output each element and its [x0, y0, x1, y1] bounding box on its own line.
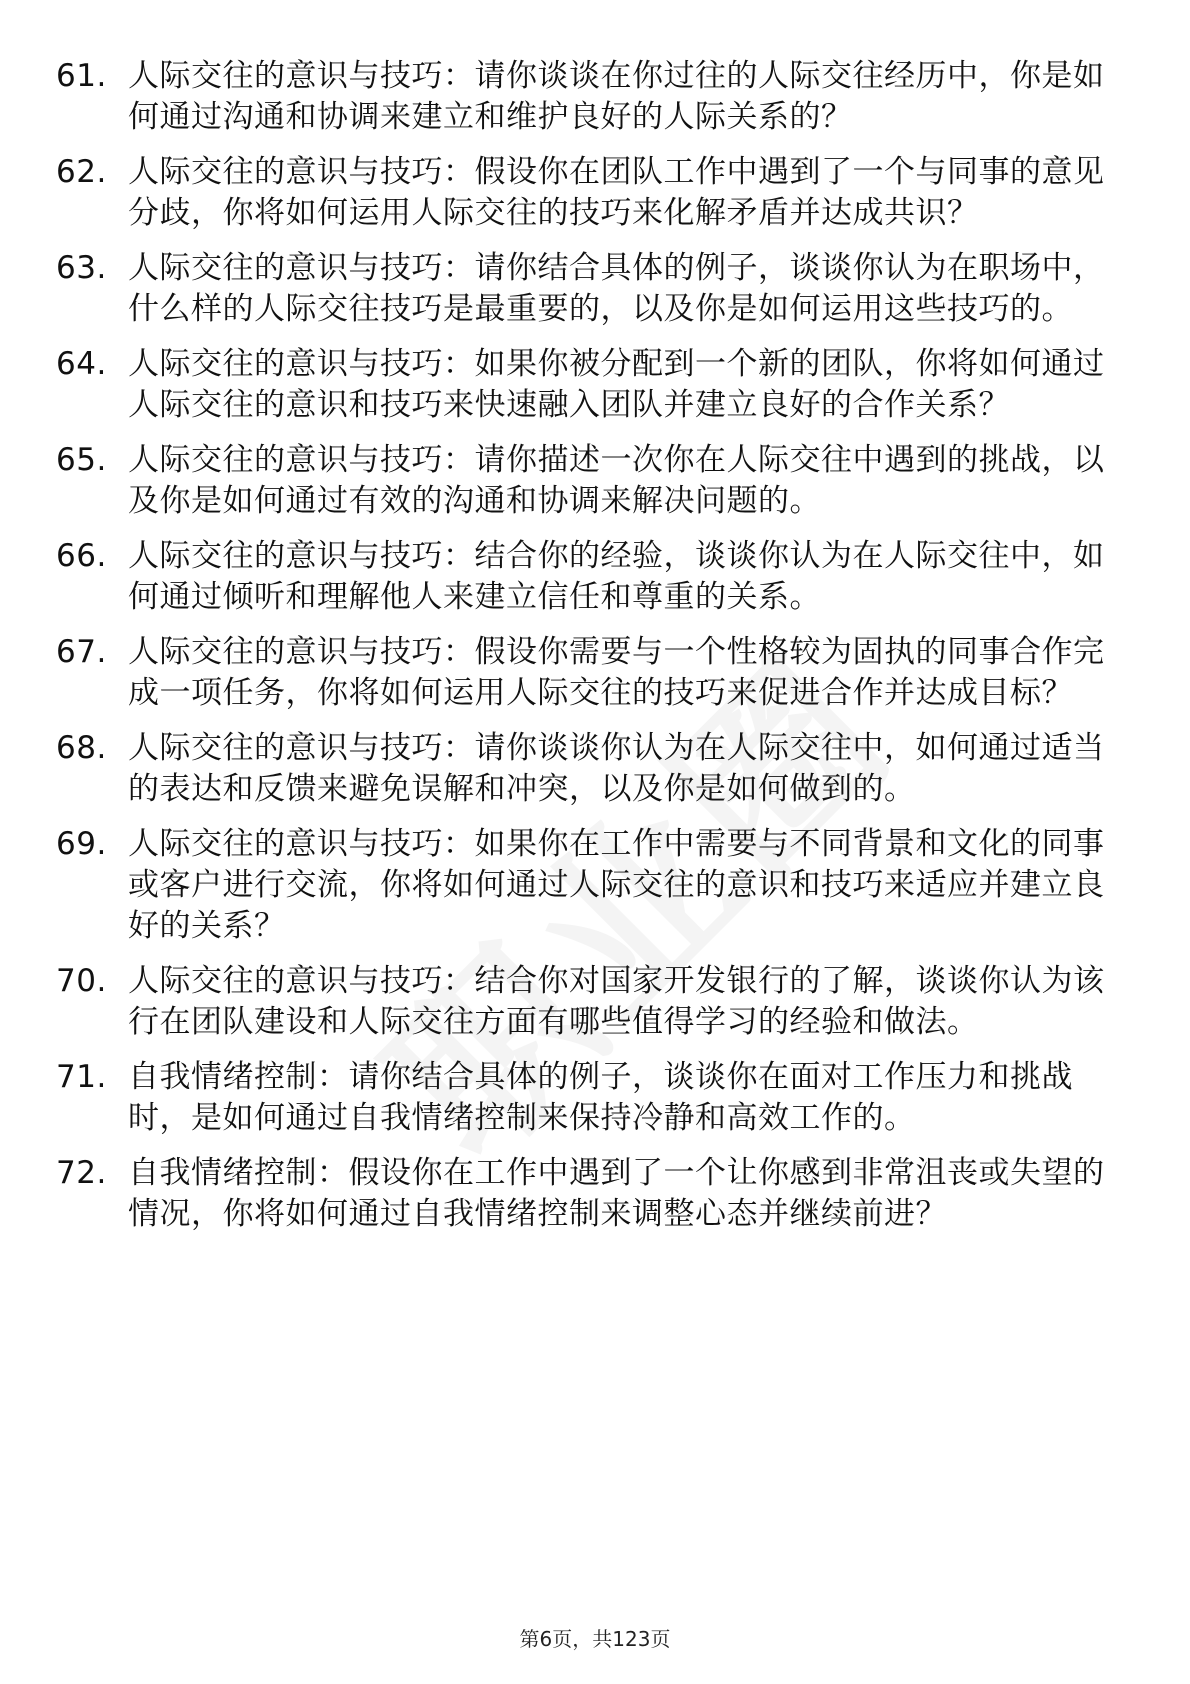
question-text: 人际交往的意识与技巧：结合你的经验，谈谈你认为在人际交往中，如何通过倾听和理解他人来建立信任和尊重的关系。: [128, 538, 1105, 615]
question-text: 人际交往的意识与技巧：假设你在团队工作中遇到了一个与同事的意见分歧，你将如何运用人际交往的技巧来化解矛盾并达成共识？: [128, 154, 1105, 231]
question-item: [0, 1057, 1190, 1139]
question-item: [0, 824, 1190, 947]
page-footer: [0, 1623, 1190, 1652]
question-text: 人际交往的意识与技巧：请你谈谈在你过往的人际交往经历中，你是如何通过沟通和协调来建立和维护良好的人际关系的？: [128, 58, 1105, 135]
question-number: 70.: [56, 963, 107, 999]
question-item: [0, 440, 1190, 522]
page-number-label: 第6页，共123页: [519, 1627, 671, 1651]
question-text: 人际交往的意识与技巧：请你描述一次你在人际交往中遇到的挑战，以及你是如何通过有效的沟通和协调来解决问题的。: [128, 442, 1105, 519]
question-number: 61.: [56, 58, 107, 94]
question-number: 65.: [56, 442, 107, 478]
question-number: 62.: [56, 154, 107, 190]
question-item: [0, 536, 1190, 618]
question-item: [0, 1153, 1190, 1235]
question-text: 人际交往的意识与技巧：如果你在工作中需要与不同背景和文化的同事或客户进行交流，你将如何通过人际交往的意识和技巧来适应并建立良好的关系？: [128, 826, 1105, 944]
question-number: 69.: [56, 826, 107, 862]
question-item: [0, 152, 1190, 234]
question-text: 人际交往的意识与技巧：结合你对国家开发银行的了解，谈谈你认为该行在团队建设和人际交往方面有哪些值得学习的经验和做法。: [128, 963, 1105, 1040]
question-text: 人际交往的意识与技巧：如果你被分配到一个新的团队，你将如何通过人际交往的意识和技巧来快速融入团队并建立良好的合作关系？: [128, 346, 1105, 423]
question-number: 64.: [56, 346, 107, 382]
question-number: 71.: [56, 1059, 107, 1095]
question-item: [0, 961, 1190, 1043]
question-item: [0, 344, 1190, 426]
question-number: 72.: [56, 1155, 107, 1191]
question-number: 63.: [56, 250, 107, 286]
question-number: 67.: [56, 634, 107, 670]
question-list: [0, 56, 1190, 1249]
question-text: 人际交往的意识与技巧：请你谈谈你认为在人际交往中，如何通过适当的表达和反馈来避免误解和冲突，以及你是如何做到的。: [128, 730, 1105, 807]
question-text: 人际交往的意识与技巧：请你结合具体的例子，谈谈你认为在职场中，什么样的人际交往技巧是最重要的，以及你是如何运用这些技巧的。: [128, 250, 1105, 327]
question-number: 68.: [56, 730, 107, 766]
question-item: [0, 56, 1190, 138]
question-text: 人际交往的意识与技巧：假设你需要与一个性格较为固执的同事合作完成一项任务，你将如何运用人际交往的技巧来促进合作并达成目标？: [128, 634, 1105, 711]
question-text: 自我情绪控制：请你结合具体的例子，谈谈你在面对工作压力和挑战时，是如何通过自我情绪控制来保持冷静和高效工作的。: [128, 1059, 1073, 1136]
question-item: [0, 248, 1190, 330]
question-text: 自我情绪控制：假设你在工作中遇到了一个让你感到非常沮丧或失望的情况，你将如何通过自我情绪控制来调整心态并继续前进？: [128, 1155, 1105, 1232]
question-number: 66.: [56, 538, 107, 574]
question-item: [0, 728, 1190, 810]
question-item: [0, 632, 1190, 714]
